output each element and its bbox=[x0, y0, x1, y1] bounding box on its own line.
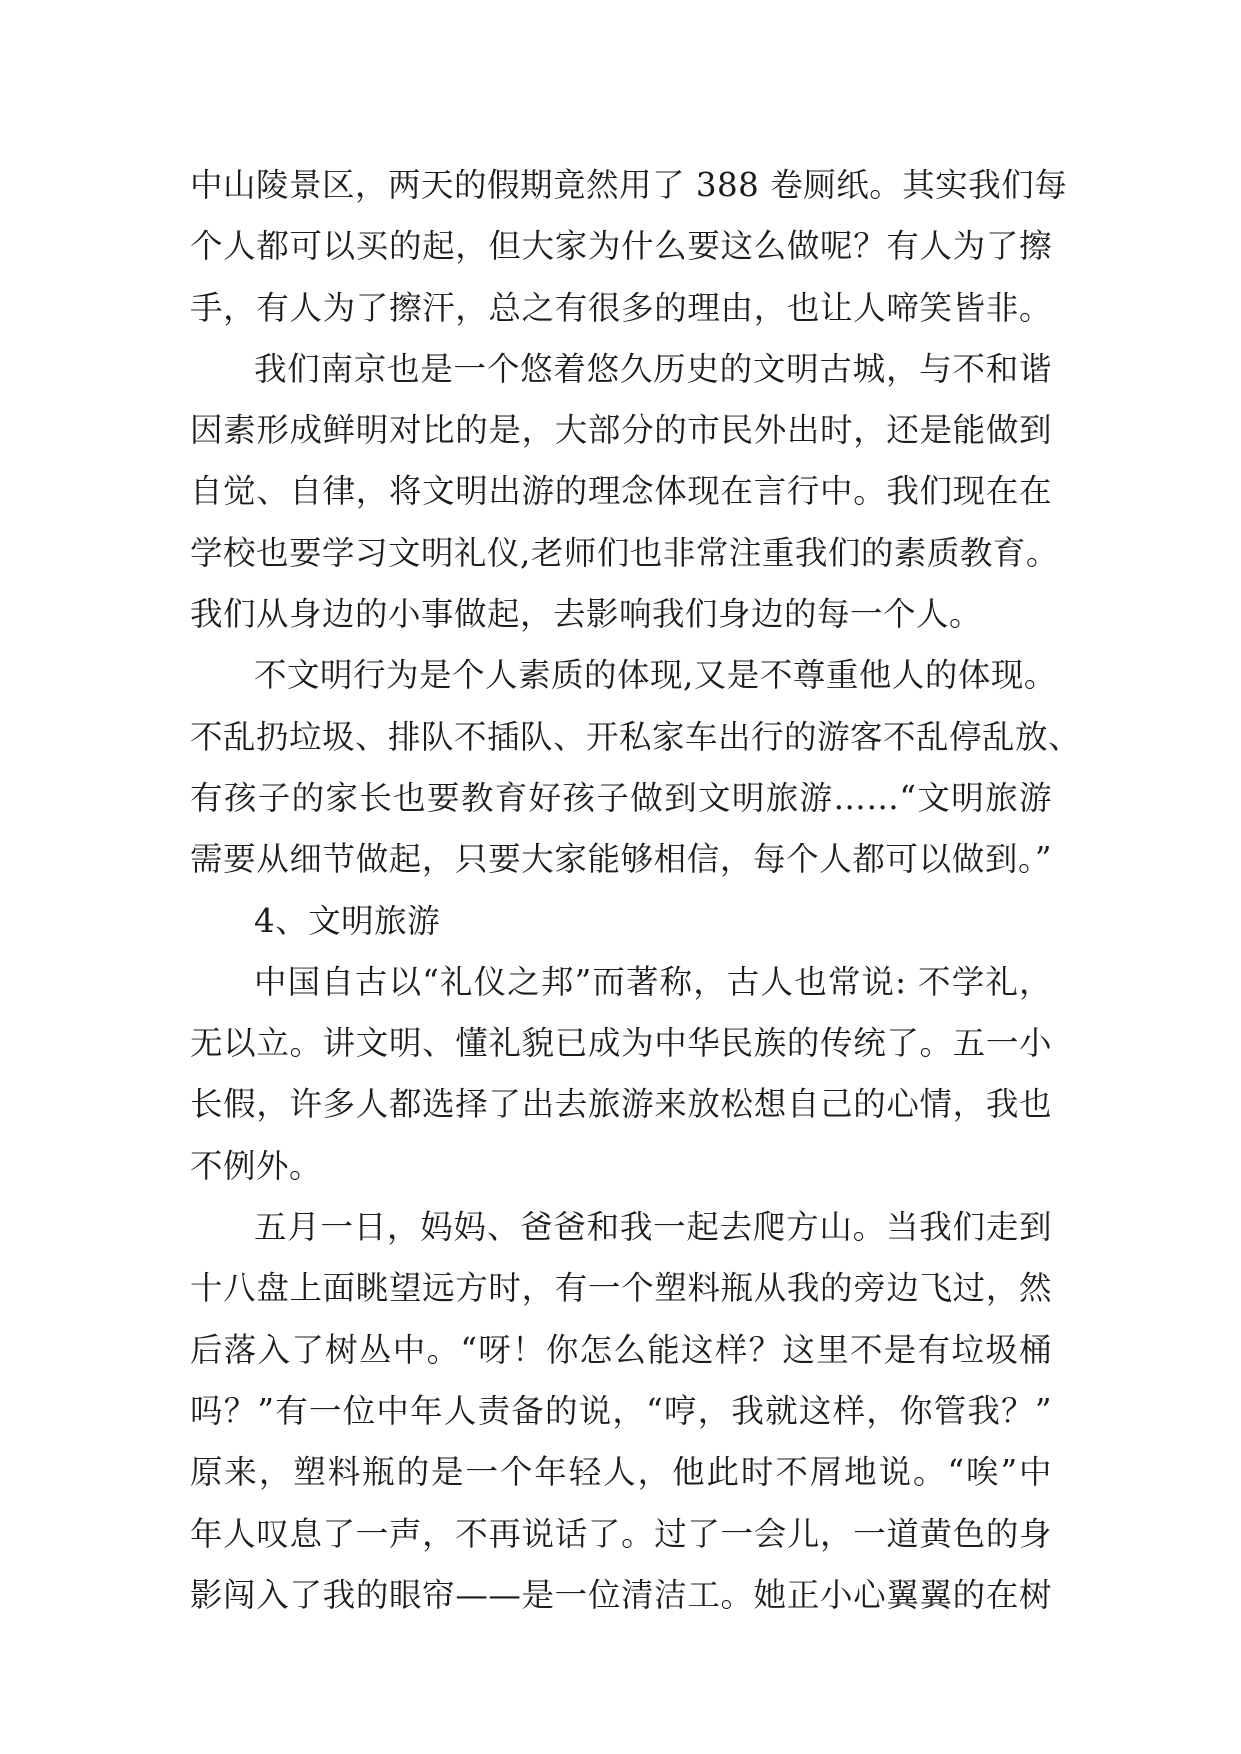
text-line: 影闯入了我的眼帘——是一位清洁工。她正小心翼翼的在树 bbox=[190, 1575, 1052, 1614]
text-line: 吗？”有一位中年人责备的说，“哼，我就这样，你管我？” bbox=[190, 1391, 1052, 1430]
text-line: 不例外。 bbox=[190, 1146, 323, 1185]
text-line: 十八盘上面眺望远方时，有一个塑料瓶从我的旁边飞过，然 bbox=[190, 1269, 1052, 1308]
text-line: 不文明行为是个人素质的体现,又是不尊重他人的体现。 bbox=[254, 656, 1057, 695]
text-line: 不乱扔垃圾、排队不插队、开私家车出行的游客不乱停乱放、 bbox=[190, 717, 1082, 756]
text-line: 因素形成鲜明对比的是，大部分的市民外出时，还是能做到 bbox=[190, 411, 1052, 450]
text-line: 无以立。讲文明、懂礼貌已成为中华民族的传统了。五一小 bbox=[190, 1024, 1052, 1063]
text-line: 我们南京也是一个悠着悠久历史的文明古城，与不和谐 bbox=[254, 349, 1052, 388]
text-line: 个人都可以买的起，但大家为什么要这么做呢？有人为了擦 bbox=[190, 227, 1052, 266]
text-line: 年人叹息了一声，不再说话了。过了一会儿，一道黄色的身 bbox=[190, 1514, 1052, 1553]
text-line: 我们从身边的小事做起，去影响我们身边的每一个人。 bbox=[190, 595, 983, 634]
text-line: 有孩子的家长也要教育好孩子做到文明旅游……“文明旅游 bbox=[190, 778, 1052, 817]
text-line: 学校也要学习文明礼仪,老师们也非常注重我们的素质教育。 bbox=[190, 533, 1059, 572]
text-line: 4、文明旅游 bbox=[254, 901, 441, 940]
text-line: 五月一日，妈妈、爸爸和我一起去爬方山。当我们走到 bbox=[254, 1208, 1052, 1247]
text-line: 需要从细节做起，只要大家能够相信，每个人都可以做到。” bbox=[190, 840, 1052, 879]
text-line: 中山陵景区，两天的假期竟然用了 388 卷厕纸。其实我们每 bbox=[190, 166, 1068, 204]
text-line: 后落入了树丛中。“呀！你怎么能这样？这里不是有垃圾桶 bbox=[190, 1330, 1052, 1369]
text-line: 中国自古以“礼仪之邦”而著称，古人也常说: 不学礼， bbox=[254, 962, 1052, 1001]
text-line: 原来，塑料瓶的是一个年轻人，他此时不屑地说。“唉”中 bbox=[190, 1453, 1052, 1492]
text-line: 长假，许多人都选择了出去旅游来放松想自己的心情，我也 bbox=[190, 1085, 1052, 1124]
text-line: 手，有人为了擦汗，总之有很多的理由，也让人啼笑皆非。 bbox=[190, 288, 1052, 327]
document-body bbox=[190, 155, 1082, 1626]
text-line: 自觉、自律，将文明出游的理念体现在言行中。我们现在在 bbox=[190, 472, 1052, 511]
